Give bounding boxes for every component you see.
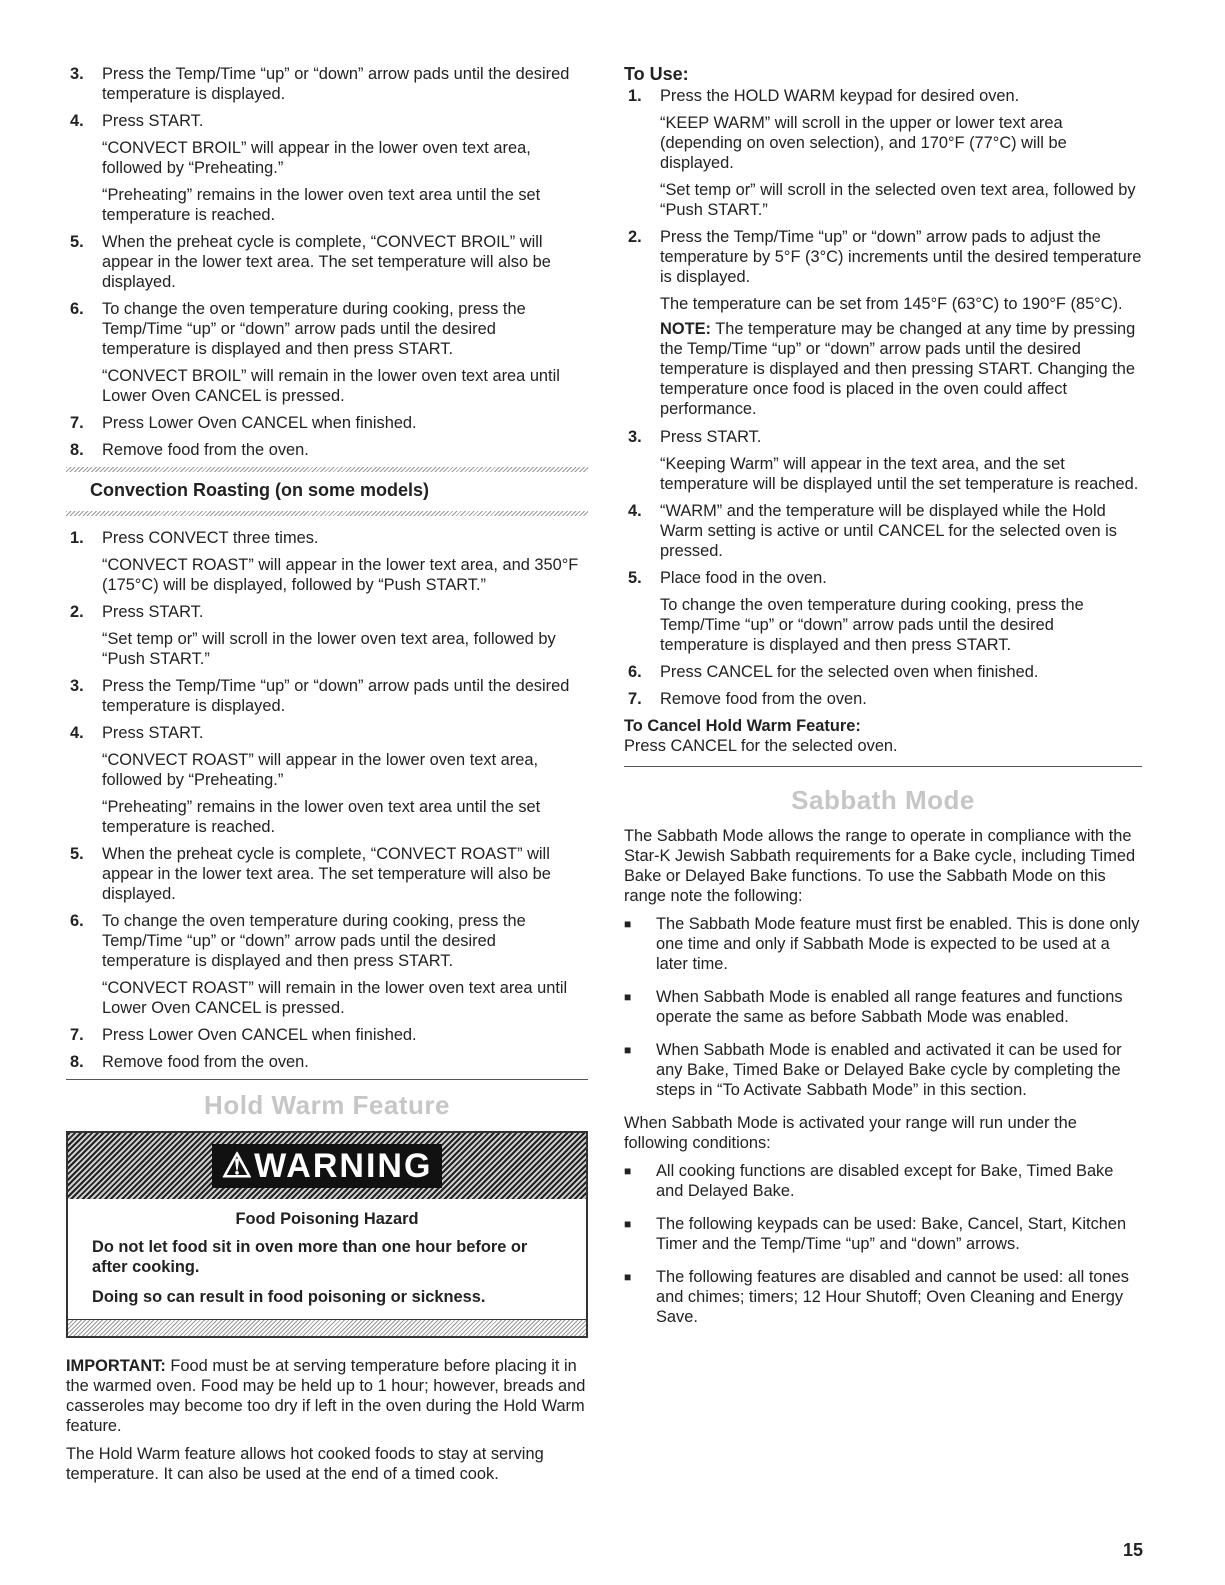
step-number: 3.: [628, 428, 642, 446]
list-item: [66, 232, 588, 292]
to-use-label: To Use:: [624, 64, 689, 84]
note-text: The temperature may be changed at any time by pressing the Temp/Time “up” or “down” arrow pads until the desired temperature is displayed and then pressing START. Changing the temperature once food is placed in the oven could affect performance.: [660, 320, 1136, 418]
warning-header: [68, 1133, 586, 1199]
step-number: 6.: [70, 300, 84, 318]
warning-triangle-icon: ⚠: [221, 1147, 255, 1185]
warning-line-2: Doing so can result in food poisoning or sickness.: [92, 1288, 486, 1306]
step-number: 6.: [70, 912, 84, 930]
list-item: [66, 440, 588, 460]
step-subtext: “CONVECT BROIL” will remain in the lower oven text area until Lower Oven CANCEL is pressed.: [102, 367, 560, 405]
list-item: [66, 911, 588, 1018]
step-subtext: To change the oven temperature during cooking, press the Temp/Time “up” or “down” arrow pads until the desired temperature is displayed and then press START.: [660, 596, 1084, 654]
bullet-text: The following features are disabled and cannot be used: all tones and chimes; timers; 12 Hour Shutoff; Oven Cleaning and Energy Save.: [656, 1268, 1129, 1326]
step-text: Press the Temp/Time “up” or “down” arrow pads to adjust the temperature by 5°F (3°C) increments until the desired temperature is displayed.: [660, 228, 1142, 286]
list-item: [66, 602, 588, 669]
important-text: Food must be at serving temperature before placing it in the warmed oven. Food may be held up to 1 hour; however, breads and casseroles may become too dry if left in the oven during the Hold Warm feature.: [66, 1357, 586, 1435]
list-item: [66, 723, 588, 837]
step-text: “WARM” and the temperature will be displayed while the Hold Warm setting is active or until CANCEL for the selected oven is pressed.: [660, 502, 1117, 560]
step-text: Place food in the oven.: [660, 569, 827, 587]
bullet-text: When Sabbath Mode is enabled and activated it can be used for any Bake, Timed Bake or Delayed Bake cycle by completing the steps in “To Activate Sabbath Mode” in this section.: [656, 1041, 1122, 1099]
step-subtext: “Preheating” remains in the lower oven text area until the set temperature is reached.: [102, 798, 541, 836]
bullet-square-icon: ■: [624, 1043, 632, 1057]
step-text: Press CANCEL for the selected oven when finished.: [660, 663, 1039, 681]
list-item: [624, 227, 1142, 314]
bullet-text: The following keypads can be used: Bake, Cancel, Start, Kitchen Timer and the Temp/Time “up” and “down” arrows.: [656, 1215, 1127, 1253]
cancel-hold-warm-text: Press CANCEL for the selected oven.: [624, 737, 898, 755]
bullet-item: [624, 1161, 1142, 1201]
page-number: 15: [1122, 1540, 1143, 1560]
step-text: When the preheat cycle is complete, “CONVECT BROIL” will appear in the lower text area. The set temperature will also be displayed.: [102, 233, 551, 291]
bullet-square-icon: ■: [624, 1270, 632, 1284]
step-number: 1.: [628, 87, 642, 105]
step-text: Press START.: [102, 112, 204, 130]
sabbath-bullets-b: [624, 1161, 1142, 1327]
step-text: Remove food from the oven.: [102, 441, 309, 459]
list-item: [66, 844, 588, 904]
list-item: [624, 86, 1142, 220]
left-column: [66, 64, 588, 1492]
bullet-item: [624, 1214, 1142, 1254]
step-subtext: “CONVECT ROAST” will appear in the lower oven text area, followed by “Preheating.”: [102, 751, 539, 789]
list-item: [66, 1025, 588, 1045]
step-text: Press Lower Oven CANCEL when finished.: [102, 1026, 417, 1044]
list-item: [66, 111, 588, 225]
step-subtext: “KEEP WARM” will scroll in the upper or lower text area (depending on oven selection), and 170°F (77°C) will be displayed.: [660, 114, 1067, 172]
warning-line-1: Do not let food sit in oven more than one hour before or after cooking.: [92, 1238, 528, 1276]
step-text: Press START.: [102, 724, 204, 742]
list-item: [624, 662, 1142, 682]
step-subtext: “Set temp or” will scroll in the selected oven text area, followed by “Push START.”: [660, 181, 1136, 219]
step-subtext: “CONVECT ROAST” will remain in the lower oven text area until Lower Oven CANCEL is pressed.: [102, 979, 568, 1017]
note-label: NOTE:: [660, 320, 711, 338]
step-number: 6.: [628, 663, 642, 681]
step-number: 3.: [70, 677, 84, 695]
warning-box: [66, 1131, 588, 1338]
step-number: 7.: [628, 690, 642, 708]
bullet-text: The Sabbath Mode feature must first be enabled. This is done only one time and only if Sabbath Mode is expected to be used at a later time.: [656, 915, 1140, 973]
step-number: 5.: [628, 569, 642, 587]
step-number: 2.: [70, 603, 84, 621]
convect-roast-steps: [66, 528, 588, 1072]
step-subtext: “Set temp or” will scroll in the lower oven text area, followed by “Push START.”: [102, 630, 556, 668]
sabbath-activated-paragraph: When Sabbath Mode is activated your range will run under the following conditions:: [624, 1114, 1077, 1152]
note-paragraph: [624, 319, 1142, 419]
step-number: 5.: [70, 233, 84, 251]
bullet-text: All cooking functions are disabled except for Bake, Timed Bake and Delayed Bake.: [656, 1162, 1114, 1200]
bullet-item: [624, 1267, 1142, 1327]
step-number: 8.: [70, 441, 84, 459]
step-text: Remove food from the oven.: [102, 1053, 309, 1071]
step-number: 7.: [70, 1026, 84, 1044]
step-number: 3.: [70, 65, 84, 83]
important-paragraph: [66, 1356, 588, 1436]
cancel-hold-warm-label: To Cancel Hold Warm Feature:: [624, 717, 861, 735]
step-text: To change the oven temperature during cooking, press the Temp/Time “up” or “down” arrow pads until the desired temperature is displayed and then press START.: [102, 912, 526, 970]
convect-broil-steps: [66, 64, 588, 460]
bullet-text: When Sabbath Mode is enabled all range features and functions operate the same as before Sabbath Mode was enabled.: [656, 988, 1123, 1026]
right-column: [624, 64, 1142, 1340]
hold-warm-paragraph: The Hold Warm feature allows hot cooked foods to stay at serving temperature. It can also be used at the end of a timed cook.: [66, 1445, 544, 1483]
list-item: [624, 427, 1142, 494]
list-item: [66, 528, 588, 595]
step-text: When the preheat cycle is complete, “CONVECT ROAST” will appear in the lower text area. The set temperature will also be displayed.: [102, 845, 551, 903]
list-item: [624, 689, 1142, 709]
important-label: IMPORTANT:: [66, 1357, 166, 1375]
step-number: 7.: [70, 414, 84, 432]
sabbath-bullets-a: [624, 914, 1142, 1100]
warning-footer: [68, 1319, 586, 1336]
list-item: [66, 413, 588, 433]
step-text: Press the HOLD WARM keypad for desired oven.: [660, 87, 1020, 105]
sabbath-mode-heading: Sabbath Mode: [791, 785, 975, 815]
hold-warm-heading: Hold Warm Feature: [204, 1090, 450, 1120]
bullet-square-icon: ■: [624, 1164, 632, 1178]
step-text: Press START.: [660, 428, 762, 446]
step-text: Press CONVECT three times.: [102, 529, 319, 547]
bullet-item: [624, 914, 1142, 974]
sabbath-intro: The Sabbath Mode allows the range to operate in compliance with the Star-K Jewish Sabbath requirements for a Bake cycle, including Timed Bake or Delayed Bake functions. To use the Sabbath Mode on this range note the following:: [624, 827, 1136, 905]
step-text: Press the Temp/Time “up” or “down” arrow pads until the desired temperature is displayed.: [102, 65, 570, 103]
step-text: Press the Temp/Time “up” or “down” arrow pads until the desired temperature is displayed.: [102, 677, 570, 715]
section-rule: [66, 1079, 588, 1080]
step-text: Press Lower Oven CANCEL when finished.: [102, 414, 417, 432]
section-divider: [66, 511, 588, 516]
bullet-item: [624, 987, 1142, 1027]
list-item: [66, 1052, 588, 1072]
bullet-square-icon: ■: [624, 1217, 632, 1231]
step-number: 4.: [70, 724, 84, 742]
step-number: 8.: [70, 1053, 84, 1071]
list-item: [66, 676, 588, 716]
step-subtext: “CONVECT ROAST” will appear in the lower text area, and 350°F (175°C) will be displayed, followed by “Push START.”: [102, 556, 579, 594]
step-text: Press START.: [102, 603, 204, 621]
step-number: 1.: [70, 529, 84, 547]
step-text: Remove food from the oven.: [660, 690, 867, 708]
step-subtext: “Preheating” remains in the lower oven text area until the set temperature is reached.: [102, 186, 541, 224]
bullet-square-icon: ■: [624, 990, 632, 1004]
step-subtext: The temperature can be set from 145°F (63°C) to 190°F (85°C).: [660, 295, 1123, 313]
list-item: [66, 64, 588, 104]
list-item: [624, 568, 1142, 655]
step-number: 5.: [70, 845, 84, 863]
step-subtext: “Keeping Warm” will appear in the text area, and the set temperature will be displayed until the set temperature is reached.: [660, 455, 1139, 493]
warning-subtitle: Food Poisoning Hazard: [235, 1210, 419, 1228]
step-text: To change the oven temperature during cooking, press the Temp/Time “up” or “down” arrow pads until the desired temperature is displayed and then press START.: [102, 300, 526, 358]
step-number: 4.: [70, 112, 84, 130]
hold-warm-steps: [624, 86, 1142, 709]
step-subtext: “CONVECT BROIL” will appear in the lower oven text area, followed by “Preheating.”: [102, 139, 531, 177]
convection-roasting-title: Convection Roasting (on some models): [90, 480, 430, 500]
step-number: 2.: [628, 228, 642, 246]
list-item: [66, 299, 588, 406]
bullet-square-icon: ■: [624, 917, 632, 931]
step-number: 4.: [628, 502, 642, 520]
section-rule: [624, 766, 1142, 767]
bullet-item: [624, 1040, 1142, 1100]
warning-title: WARNING: [254, 1147, 433, 1185]
list-item: [624, 501, 1142, 561]
